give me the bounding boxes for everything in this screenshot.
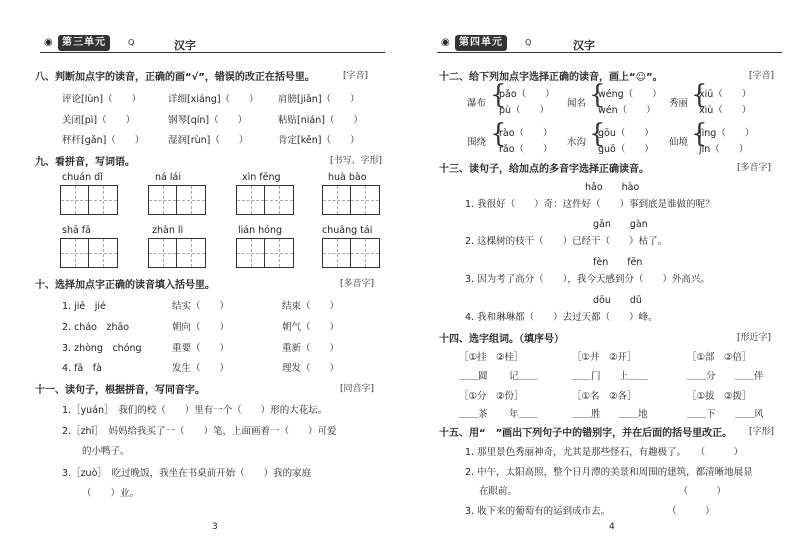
section-title: 汉字 — [174, 39, 196, 52]
q13-sentence: 3. 因为考了高分（ ），我今天感到分（ ）外高兴。 — [465, 274, 710, 285]
q10-num: 2. cháo zhāo — [62, 322, 130, 333]
q9-title: 九、看拼音，写词语。 — [35, 157, 135, 168]
q13-sentence: 4. 我和琳琳都（ ）去过天都（ ）峰。 — [465, 312, 658, 323]
q15-title: 十五、用“ ”画出下列句子中的错别字，并在后面的括号里改正。 — [439, 428, 733, 439]
q8-item: 钢琴[qín]（ ） — [168, 115, 248, 126]
brace: { — [490, 80, 507, 110]
q12-option: wéng（ ） — [598, 89, 662, 100]
q10-num: 4. fā fà — [62, 363, 102, 374]
q15-sentence: 在眼前。 （ ） — [479, 486, 727, 497]
q11-line: 3.［zuò］ 吃过晚饭，我坐在书桌前开始（ ）我的家庭 — [62, 468, 312, 479]
q8-item: 秤杆[gǎn]（ ） — [62, 135, 145, 146]
q13-tag: [多音字] — [737, 163, 772, 173]
header-rule — [437, 52, 782, 53]
q8-item: 粘贴[nián]（ ） — [278, 115, 363, 126]
q11-line: 2.［zhī］ 妈妈给我买了一（ ）笔，上面画着一（ ）可爱 — [62, 426, 337, 437]
pinyin-label: shā fā — [62, 225, 91, 236]
q11-line: （ ）业。 — [82, 488, 140, 499]
q10-item: 朝向（ ） — [172, 322, 230, 333]
q12-word: 围绕 — [467, 137, 487, 148]
q14-blank[interactable]: ＿＿门 — [572, 371, 601, 382]
q13-pinyin: hǎo hào — [585, 182, 640, 193]
q8-tag: [字音] — [343, 71, 369, 81]
wifi-icon: ◉ — [44, 37, 53, 48]
q12-word: 瀑布 — [467, 98, 487, 109]
q13-sentence: 1. 我很好（ ）奇：这件好（ ）事到底是谁做的呢？ — [465, 199, 715, 210]
q10-item: 结束（ ） — [282, 301, 340, 312]
q12-option: gōu（ ） — [598, 128, 654, 139]
q12-option: rǎo（ ） — [499, 144, 553, 155]
q12-word: 仙境 — [669, 137, 689, 148]
q10-tag: [多音字] — [340, 279, 375, 289]
pinyin-label: lián hóng — [238, 225, 283, 236]
q8-item: 肯定[kěn]（ ） — [278, 135, 360, 146]
unit-badge: 第四单元 — [455, 35, 507, 51]
q14-options: ［①井 ②开］ — [572, 352, 637, 363]
q12-option: jìng（ ） — [699, 128, 755, 139]
q12-option: jìn（ ） — [699, 144, 749, 155]
brace: { — [589, 119, 606, 149]
q14-options: ［①分 ②份］ — [459, 391, 524, 402]
pinyin-label: xìn fēng — [242, 172, 281, 183]
q14-options: ［①挂 ②桂］ — [459, 352, 524, 363]
q8-item: 湿润[rùn]（ ） — [168, 135, 249, 146]
right-page — [397, 0, 794, 550]
q12-word: 水沟 — [567, 137, 587, 148]
pinyin-label: chuán dǐ — [62, 172, 103, 183]
q12-tag: [字音] — [749, 71, 775, 81]
q12-option: guō（ ） — [598, 144, 654, 155]
q10-item: 理发（ ） — [282, 363, 340, 374]
q14-blank[interactable]: ＿＿伴 — [735, 371, 764, 382]
q14-tag: [形近字] — [737, 333, 772, 343]
q12-word: 秀丽 — [669, 98, 689, 109]
q14-blank[interactable]: ＿＿风 — [735, 409, 764, 420]
brace: { — [490, 119, 507, 149]
q12-option: rào（ ） — [499, 128, 553, 139]
q10-item: 重要（ ） — [172, 343, 230, 354]
q14-title: 十四、选字组词。（填序号） — [439, 334, 564, 345]
brace: { — [691, 119, 708, 149]
q13-pinyin: dōu dū — [593, 295, 642, 306]
q12-option: pǎo（ ） — [499, 89, 555, 100]
q14-blank[interactable]: ＿＿圆 — [459, 371, 488, 382]
q8-title: 八、判断加点字的读音，正确的画“√”，错误的改正在括号里。 — [35, 72, 315, 83]
q14-options: ［①部 ②倍］ — [687, 352, 752, 363]
q12-title: 十二、给下列加点字选择正确的读音，画上“☺”。 — [439, 72, 663, 83]
writing-grid[interactable] — [60, 238, 118, 268]
q14-blank[interactable]: ＿＿胜 — [572, 409, 601, 420]
q13-sentence: 2. 这棵树的枝干（ ）已经干（ ）枯了。 — [465, 236, 668, 247]
writing-grid[interactable] — [148, 185, 206, 215]
q9-tag: [书写、字形] — [330, 156, 383, 166]
section-title: 汉字 — [573, 39, 595, 52]
writing-grid[interactable] — [236, 185, 294, 215]
brace: { — [589, 80, 606, 110]
wifi-icon: ◉ — [441, 37, 450, 48]
search-q-icon: Q — [128, 38, 135, 47]
q10-item: 重新（ ） — [282, 343, 340, 354]
writing-grid[interactable] — [322, 185, 380, 215]
q13-pinyin: gān gàn — [593, 219, 648, 230]
q11-title: 十一、读句子，根据拼音，写同音字。 — [35, 385, 205, 396]
q10-title: 十、选择加点字正确的读音填入括号里。 — [35, 280, 215, 291]
q8-item: 评论[lùn]（ ） — [62, 94, 142, 105]
q12-option: xiū（ ） — [699, 89, 752, 100]
q14-blank[interactable]: ＿＿分 — [687, 371, 716, 382]
unit-badge: 第三单元 — [58, 35, 110, 51]
q15-sentence: 3. 收下来的葡萄有的运到成市去。 （ ） — [465, 506, 715, 517]
writing-grid[interactable] — [322, 238, 380, 268]
writing-grid[interactable] — [236, 238, 294, 268]
q14-blank[interactable]: 年＿＿ — [509, 409, 538, 420]
pinyin-label: ná lái — [155, 172, 181, 183]
q13-pinyin: fèn fēn — [593, 257, 643, 268]
pinyin-label: huà bào — [328, 172, 367, 183]
q8-item: 肩膀[jiān]（ ） — [278, 94, 360, 105]
q10-item: 朝气（ ） — [282, 322, 340, 333]
q15-sentence: 1. 那里景色秀丽神奇，尤其是那些怪石，有趣极了。 （ ） — [465, 447, 744, 458]
q11-line: 的小鸭子。 — [82, 446, 130, 457]
q11-tag: [同音字] — [340, 384, 375, 394]
page-number: 3 — [212, 522, 218, 532]
header-rule — [40, 52, 385, 53]
q14-options: ［①拔 ②拨］ — [687, 391, 752, 402]
q10-item: 结实（ ） — [172, 301, 230, 312]
q8-item: 关闭[pì]（ ） — [62, 115, 136, 126]
q10-item: 发生（ ） — [172, 363, 230, 374]
q14-blank[interactable]: ＿＿下 — [687, 409, 716, 420]
q13-title: 十三、读句子，给加点的多音字选择正确读音。 — [439, 164, 649, 175]
q12-word: 闻名 — [567, 98, 587, 109]
q12-option: xiù（ ） — [699, 105, 752, 116]
q14-blank[interactable]: 上＿＿ — [619, 371, 648, 382]
q10-num: 1. jiē jié — [62, 301, 106, 312]
q10-num: 3. zhòng chóng — [62, 343, 142, 354]
q14-blank[interactable]: ＿＿地 — [619, 409, 648, 420]
search-q-icon: Q — [525, 38, 532, 47]
q12-option: pù（ ） — [499, 105, 550, 116]
writing-grid[interactable] — [148, 238, 206, 268]
q14-blank[interactable]: 记＿＿ — [509, 371, 538, 382]
q12-option: wén（ ） — [598, 105, 656, 116]
page-number: 4 — [609, 522, 615, 532]
q15-sentence: 2. 中午，太阳高照，整个日月潭的美景和周围的建筑，都清晰地展显 — [465, 467, 753, 478]
q11-line: 1.［yuán］ 我们的校（ ）里有一个（ ）形的大花坛。 — [62, 405, 328, 416]
q8-item: 详细[xiáng]（ ） — [168, 94, 259, 105]
pinyin-label: chuāng tái — [322, 225, 373, 236]
q14-options: ［①名 ②各］ — [572, 391, 637, 402]
q14-blank[interactable]: ＿＿茶 — [459, 409, 488, 420]
brace: { — [691, 80, 708, 110]
pinyin-label: zhàn lì — [152, 225, 184, 236]
writing-grid[interactable] — [60, 185, 118, 215]
q15-tag: [字形] — [749, 427, 775, 437]
